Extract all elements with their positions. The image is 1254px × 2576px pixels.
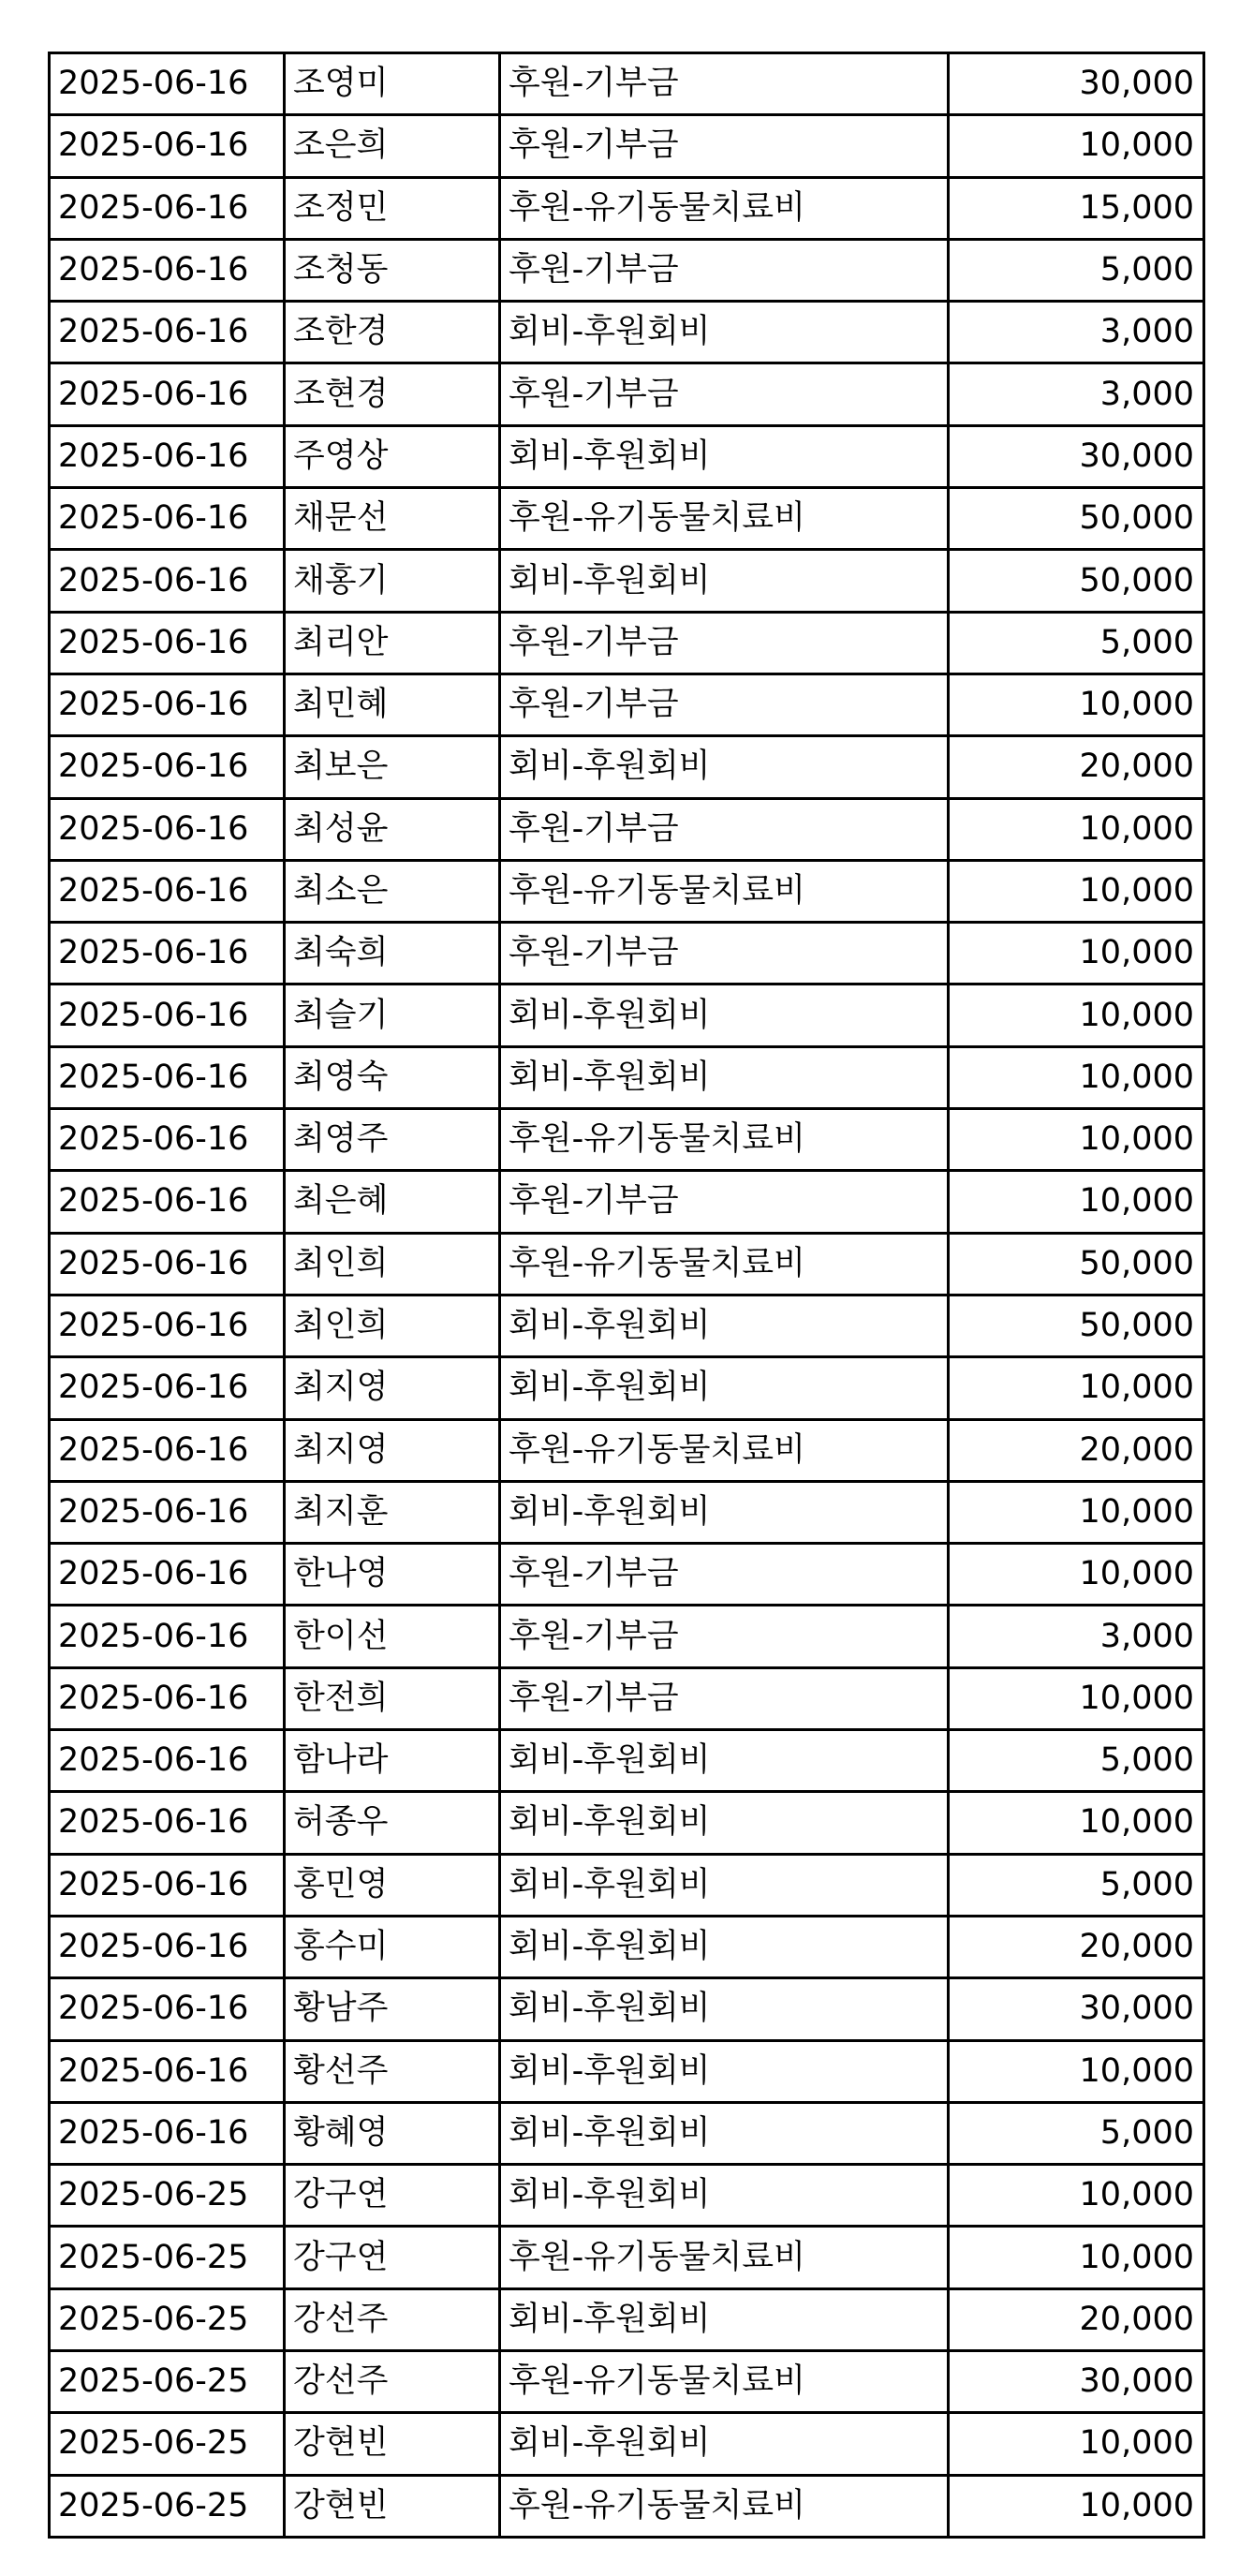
table-row xyxy=(50,2102,1204,2164)
amount-cell: 10,000 xyxy=(949,2165,1204,2227)
category-cell: 회비-후원회비 xyxy=(500,302,949,363)
category-cell: 회비-후원회비 xyxy=(500,1295,949,1356)
date-cell: 2025-06-16 xyxy=(50,488,285,550)
category-cell: 회비-후원회비 xyxy=(500,736,949,798)
donor-name-cell: 최민혜 xyxy=(285,674,500,735)
date-cell: 2025-06-16 xyxy=(50,363,285,425)
category-cell: 후원-유기동물치료비 xyxy=(500,1419,949,1481)
donor-name-cell: 한전희 xyxy=(285,1667,500,1729)
donor-name-cell: 황남주 xyxy=(285,1978,500,2040)
donor-name-cell: 홍수미 xyxy=(285,1916,500,1977)
category-cell: 후원-기부금 xyxy=(500,1544,949,1606)
donor-name-cell: 강구연 xyxy=(285,2165,500,2227)
amount-cell: 20,000 xyxy=(949,2288,1204,2350)
table-row xyxy=(50,1046,1204,1108)
amount-cell: 3,000 xyxy=(949,302,1204,363)
category-cell: 회비-후원회비 xyxy=(500,1792,949,1854)
donor-name-cell: 최성윤 xyxy=(285,798,500,860)
donor-name-cell: 조정민 xyxy=(285,177,500,239)
amount-cell: 10,000 xyxy=(949,2040,1204,2102)
table-row xyxy=(50,1792,1204,1854)
category-cell: 후원-기부금 xyxy=(500,239,949,301)
table-row xyxy=(50,860,1204,922)
date-cell: 2025-06-25 xyxy=(50,2288,285,2350)
category-cell: 회비-후원회비 xyxy=(500,550,949,612)
date-cell: 2025-06-16 xyxy=(50,1481,285,1543)
date-cell: 2025-06-16 xyxy=(50,1544,285,1606)
category-cell: 회비-후원회비 xyxy=(500,425,949,487)
amount-cell: 20,000 xyxy=(949,736,1204,798)
table-row xyxy=(50,1171,1204,1233)
category-cell: 회비-후원회비 xyxy=(500,2288,949,2350)
amount-cell: 10,000 xyxy=(949,1109,1204,1171)
date-cell: 2025-06-16 xyxy=(50,1171,285,1233)
amount-cell: 10,000 xyxy=(949,115,1204,177)
category-cell: 후원-유기동물치료비 xyxy=(500,177,949,239)
date-cell: 2025-06-16 xyxy=(50,1667,285,1729)
category-cell: 후원-기부금 xyxy=(500,1667,949,1729)
table-row xyxy=(50,1854,1204,1916)
amount-cell: 10,000 xyxy=(949,985,1204,1046)
amount-cell: 20,000 xyxy=(949,1916,1204,1977)
category-cell: 후원-유기동물치료비 xyxy=(500,1233,949,1295)
amount-cell: 10,000 xyxy=(949,1792,1204,1854)
table-row xyxy=(50,115,1204,177)
date-cell: 2025-06-16 xyxy=(50,115,285,177)
category-cell: 후원-유기동물치료비 xyxy=(500,2227,949,2288)
date-cell: 2025-06-16 xyxy=(50,860,285,922)
donor-name-cell: 강현빈 xyxy=(285,2475,500,2537)
donor-name-cell: 최숙희 xyxy=(285,923,500,985)
amount-cell: 15,000 xyxy=(949,177,1204,239)
amount-cell: 10,000 xyxy=(949,1046,1204,1108)
date-cell: 2025-06-16 xyxy=(50,736,285,798)
category-cell: 후원-유기동물치료비 xyxy=(500,2475,949,2537)
table-row xyxy=(50,302,1204,363)
category-cell: 후원-유기동물치료비 xyxy=(500,488,949,550)
donor-name-cell: 최리안 xyxy=(285,612,500,674)
amount-cell: 30,000 xyxy=(949,53,1204,115)
category-cell: 후원-기부금 xyxy=(500,115,949,177)
amount-cell: 10,000 xyxy=(949,1357,1204,1419)
category-cell: 회비-후원회비 xyxy=(500,1978,949,2040)
date-cell: 2025-06-16 xyxy=(50,923,285,985)
category-cell: 회비-후원회비 xyxy=(500,1481,949,1543)
date-cell: 2025-06-16 xyxy=(50,1357,285,1419)
donor-name-cell: 한이선 xyxy=(285,1606,500,1667)
donor-name-cell: 강선주 xyxy=(285,2350,500,2412)
donor-name-cell: 조한경 xyxy=(285,302,500,363)
category-cell: 후원-기부금 xyxy=(500,674,949,735)
category-cell: 후원-기부금 xyxy=(500,363,949,425)
amount-cell: 10,000 xyxy=(949,2475,1204,2537)
donor-name-cell: 최지영 xyxy=(285,1357,500,1419)
amount-cell: 50,000 xyxy=(949,488,1204,550)
donor-name-cell: 최보은 xyxy=(285,736,500,798)
table-row xyxy=(50,798,1204,860)
category-cell: 후원-기부금 xyxy=(500,1171,949,1233)
amount-cell: 5,000 xyxy=(949,612,1204,674)
date-cell: 2025-06-16 xyxy=(50,1978,285,2040)
date-cell: 2025-06-16 xyxy=(50,1295,285,1356)
category-cell: 후원-유기동물치료비 xyxy=(500,1109,949,1171)
table-row xyxy=(50,612,1204,674)
table-row xyxy=(50,1419,1204,1481)
donor-name-cell: 강구연 xyxy=(285,2227,500,2288)
amount-cell: 10,000 xyxy=(949,1481,1204,1543)
category-cell: 회비-후원회비 xyxy=(500,1357,949,1419)
donor-name-cell: 최영주 xyxy=(285,1109,500,1171)
date-cell: 2025-06-16 xyxy=(50,1916,285,1977)
amount-cell: 3,000 xyxy=(949,1606,1204,1667)
table-row xyxy=(50,425,1204,487)
date-cell: 2025-06-16 xyxy=(50,1606,285,1667)
date-cell: 2025-06-16 xyxy=(50,1730,285,1792)
amount-cell: 30,000 xyxy=(949,2350,1204,2412)
donor-name-cell: 허종우 xyxy=(285,1792,500,1854)
amount-cell: 30,000 xyxy=(949,425,1204,487)
amount-cell: 10,000 xyxy=(949,860,1204,922)
donor-name-cell: 최슬기 xyxy=(285,985,500,1046)
category-cell: 회비-후원회비 xyxy=(500,1854,949,1916)
category-cell: 후원-기부금 xyxy=(500,612,949,674)
donor-name-cell: 최지영 xyxy=(285,1419,500,1481)
amount-cell: 5,000 xyxy=(949,2102,1204,2164)
donor-name-cell: 강선주 xyxy=(285,2288,500,2350)
table-row xyxy=(50,1978,1204,2040)
date-cell: 2025-06-16 xyxy=(50,177,285,239)
date-cell: 2025-06-16 xyxy=(50,985,285,1046)
table-row xyxy=(50,1916,1204,1977)
donor-name-cell: 조영미 xyxy=(285,53,500,115)
date-cell: 2025-06-16 xyxy=(50,1046,285,1108)
date-cell: 2025-06-25 xyxy=(50,2413,285,2475)
donor-name-cell: 황선주 xyxy=(285,2040,500,2102)
donor-name-cell: 최인희 xyxy=(285,1295,500,1356)
category-cell: 회비-후원회비 xyxy=(500,1730,949,1792)
donor-name-cell: 주영상 xyxy=(285,425,500,487)
date-cell: 2025-06-16 xyxy=(50,550,285,612)
category-cell: 회비-후원회비 xyxy=(500,985,949,1046)
donor-name-cell: 황혜영 xyxy=(285,2102,500,2164)
donor-name-cell: 조은희 xyxy=(285,115,500,177)
date-cell: 2025-06-16 xyxy=(50,1419,285,1481)
date-cell: 2025-06-16 xyxy=(50,798,285,860)
donor-name-cell: 강현빈 xyxy=(285,2413,500,2475)
table-row xyxy=(50,1730,1204,1792)
category-cell: 회비-후원회비 xyxy=(500,1046,949,1108)
table-row xyxy=(50,1109,1204,1171)
date-cell: 2025-06-16 xyxy=(50,2102,285,2164)
table-row xyxy=(50,550,1204,612)
table-row xyxy=(50,1357,1204,1419)
amount-cell: 10,000 xyxy=(949,1544,1204,1606)
category-cell: 후원-유기동물치료비 xyxy=(500,2350,949,2412)
date-cell: 2025-06-16 xyxy=(50,239,285,301)
donor-name-cell: 채홍기 xyxy=(285,550,500,612)
amount-cell: 50,000 xyxy=(949,1233,1204,1295)
date-cell: 2025-06-16 xyxy=(50,1854,285,1916)
date-cell: 2025-06-16 xyxy=(50,1792,285,1854)
amount-cell: 30,000 xyxy=(949,1978,1204,2040)
table-row xyxy=(50,2227,1204,2288)
date-cell: 2025-06-25 xyxy=(50,2227,285,2288)
donor-name-cell: 최영숙 xyxy=(285,1046,500,1108)
amount-cell: 10,000 xyxy=(949,2413,1204,2475)
table-row xyxy=(50,736,1204,798)
amount-cell: 50,000 xyxy=(949,550,1204,612)
date-cell: 2025-06-25 xyxy=(50,2350,285,2412)
donor-name-cell: 최인희 xyxy=(285,1233,500,1295)
amount-cell: 10,000 xyxy=(949,2227,1204,2288)
date-cell: 2025-06-25 xyxy=(50,2475,285,2537)
donor-name-cell: 채문선 xyxy=(285,488,500,550)
table-row xyxy=(50,1606,1204,1667)
table-row xyxy=(50,2350,1204,2412)
table-row xyxy=(50,1233,1204,1295)
donor-name-cell: 최지훈 xyxy=(285,1481,500,1543)
date-cell: 2025-06-16 xyxy=(50,674,285,735)
donor-name-cell: 조청동 xyxy=(285,239,500,301)
category-cell: 회비-후원회비 xyxy=(500,1916,949,1977)
table-row xyxy=(50,1295,1204,1356)
donor-name-cell: 조현경 xyxy=(285,363,500,425)
table-row xyxy=(50,2165,1204,2227)
amount-cell: 10,000 xyxy=(949,923,1204,985)
category-cell: 후원-유기동물치료비 xyxy=(500,860,949,922)
category-cell: 후원-기부금 xyxy=(500,1606,949,1667)
date-cell: 2025-06-16 xyxy=(50,425,285,487)
date-cell: 2025-06-16 xyxy=(50,612,285,674)
date-cell: 2025-06-16 xyxy=(50,1233,285,1295)
amount-cell: 10,000 xyxy=(949,1667,1204,1729)
ledger-body xyxy=(50,53,1204,2538)
amount-cell: 10,000 xyxy=(949,674,1204,735)
amount-cell: 50,000 xyxy=(949,1295,1204,1356)
category-cell: 회비-후원회비 xyxy=(500,2040,949,2102)
category-cell: 후원-기부금 xyxy=(500,923,949,985)
date-cell: 2025-06-16 xyxy=(50,53,285,115)
donor-name-cell: 함나라 xyxy=(285,1730,500,1792)
amount-cell: 5,000 xyxy=(949,1730,1204,1792)
amount-cell: 3,000 xyxy=(949,363,1204,425)
table-row xyxy=(50,177,1204,239)
table-row xyxy=(50,674,1204,735)
date-cell: 2025-06-16 xyxy=(50,1109,285,1171)
date-cell: 2025-06-16 xyxy=(50,2040,285,2102)
table-row xyxy=(50,1667,1204,1729)
table-row xyxy=(50,53,1204,115)
amount-cell: 10,000 xyxy=(949,1171,1204,1233)
table-row xyxy=(50,363,1204,425)
table-row xyxy=(50,923,1204,985)
table-row xyxy=(50,488,1204,550)
table-row xyxy=(50,2475,1204,2537)
date-cell: 2025-06-25 xyxy=(50,2165,285,2227)
category-cell: 후원-기부금 xyxy=(500,53,949,115)
table-row xyxy=(50,985,1204,1046)
donor-name-cell: 홍민영 xyxy=(285,1854,500,1916)
category-cell: 회비-후원회비 xyxy=(500,2102,949,2164)
amount-cell: 20,000 xyxy=(949,1419,1204,1481)
table-row xyxy=(50,2040,1204,2102)
table-row xyxy=(50,2288,1204,2350)
donor-name-cell: 최은혜 xyxy=(285,1171,500,1233)
table-row xyxy=(50,1544,1204,1606)
donation-ledger-table xyxy=(48,52,1205,2539)
amount-cell: 10,000 xyxy=(949,798,1204,860)
table-row xyxy=(50,2413,1204,2475)
amount-cell: 5,000 xyxy=(949,1854,1204,1916)
date-cell: 2025-06-16 xyxy=(50,302,285,363)
table-row xyxy=(50,1481,1204,1543)
category-cell: 후원-기부금 xyxy=(500,798,949,860)
donor-name-cell: 최소은 xyxy=(285,860,500,922)
donor-name-cell: 한나영 xyxy=(285,1544,500,1606)
category-cell: 회비-후원회비 xyxy=(500,2413,949,2475)
amount-cell: 5,000 xyxy=(949,239,1204,301)
table-row xyxy=(50,239,1204,301)
category-cell: 회비-후원회비 xyxy=(500,2165,949,2227)
